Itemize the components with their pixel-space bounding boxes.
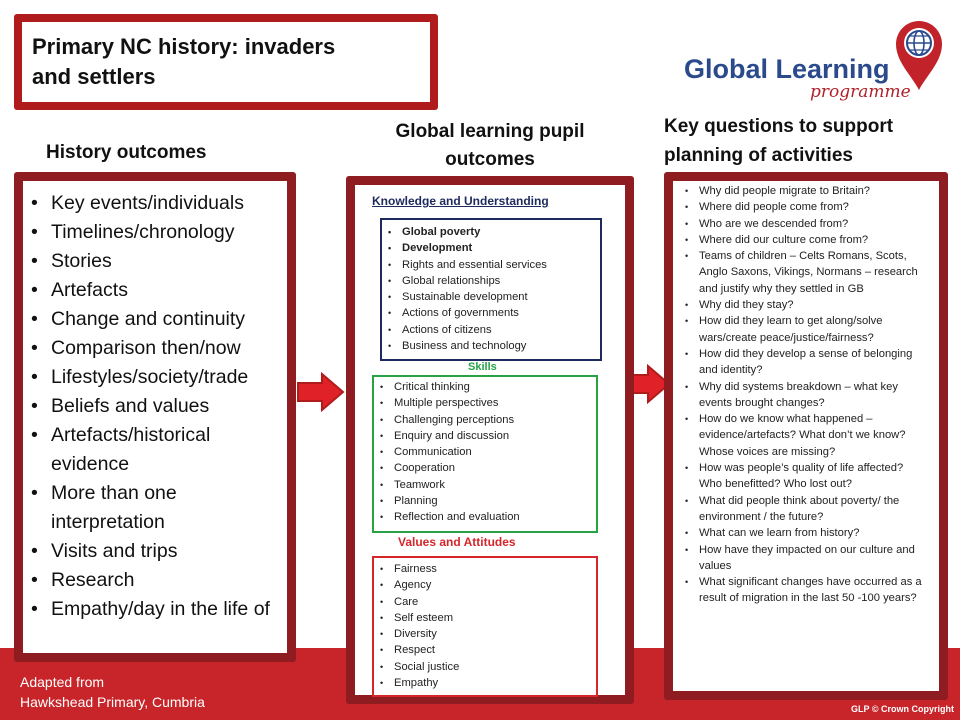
history-outcomes-heading: History outcomes [46, 142, 207, 163]
attribution-line-2: Hawkshead Primary, Cumbria [20, 694, 205, 710]
skills-box [372, 375, 598, 533]
logo-text: Global Learning [684, 54, 890, 84]
value-item: • Agency [374, 577, 596, 593]
attribution-line-1: Adapted from [20, 674, 105, 690]
title-frame [14, 14, 438, 110]
knowledge-item: • Actions of citizens [382, 322, 600, 338]
key-question-item: • How did they develop a sense of belonging and identity? [679, 346, 929, 379]
history-outcome-item: • More than one interpretation [25, 479, 287, 537]
value-item: • Self esteem [374, 610, 596, 626]
knowledge-item: • Business and technology [382, 338, 600, 354]
skill-item: • Communication [374, 444, 596, 460]
page-title-line-1: Primary NC history: invaders [32, 34, 336, 59]
values-label: Values and Attitudes [398, 535, 516, 549]
key-questions-panel [664, 172, 948, 700]
skill-item: • Teamwork [374, 477, 596, 493]
skill-item: • Planning [374, 493, 596, 509]
history-outcome-item: • Artefacts/historical evidence [25, 421, 287, 479]
knowledge-list [382, 224, 600, 354]
global-learning-logo [682, 18, 952, 118]
key-question-item: • How have they impacted on our culture and values [679, 542, 929, 575]
skill-item: • Critical thinking [374, 379, 596, 395]
global-outcomes-heading-line-2: outcomes [445, 149, 535, 170]
key-question-item: • Why did people migrate to Britain? [679, 183, 929, 199]
key-questions-heading-line-2: planning of activities [664, 145, 853, 166]
logo-subtext: programme [810, 82, 911, 102]
knowledge-label: Knowledge and Understanding [372, 194, 549, 208]
key-question-item: • What significant changes have occurred as a result of migration in the last 50 -100 years? [679, 574, 929, 607]
knowledge-item: • Development [382, 240, 600, 256]
key-question-item: • Where did people come from? [679, 199, 929, 215]
global-outcomes-heading-line-1: Global learning pupil [395, 121, 585, 142]
key-question-item: • How do we know what happened – evidence/artefacts? What don’t we know? Whose voices are missing? [679, 411, 929, 460]
value-item: • Empathy [374, 675, 596, 691]
key-question-item: • Teams of children – Celts Romans, Scots, Anglo Saxons, Vikings, Normans – research and justify why they settled in GB [679, 248, 929, 297]
history-outcome-item: • Comparison then/now [25, 334, 287, 363]
history-outcome-item: • Visits and trips [25, 537, 287, 566]
skill-item: • Cooperation [374, 460, 596, 476]
key-question-item: • Why did they stay? [679, 297, 929, 313]
key-question-item: • What can we learn from history? [679, 525, 929, 541]
key-question-item: • Where did our culture come from? [679, 232, 929, 248]
knowledge-item: • Rights and essential services [382, 257, 600, 273]
history-outcome-item: • Research [25, 566, 287, 595]
history-outcomes-panel [14, 172, 296, 662]
key-questions-body [673, 181, 939, 691]
knowledge-item: • Actions of governments [382, 305, 600, 321]
history-outcomes-body [23, 181, 287, 653]
attribution-text [20, 672, 205, 712]
values-list [374, 561, 596, 691]
knowledge-item: • Global poverty [382, 224, 600, 240]
history-outcome-item: • Timelines/chronology [25, 218, 287, 247]
skills-label: Skills [468, 361, 497, 373]
arrow-right-icon [296, 372, 346, 412]
skills-list [374, 379, 596, 526]
knowledge-item: • Sustainable development [382, 289, 600, 305]
value-item: • Social justice [374, 659, 596, 675]
key-question-item: • Who are we descended from? [679, 216, 929, 232]
copyright-text: GLP © Crown Copyright [851, 704, 954, 714]
key-question-item: • What did people think about poverty/ the environment / the future? [679, 493, 929, 526]
key-questions-heading-line-1: Key questions to support [664, 116, 894, 137]
history-outcome-item: • Lifestyles/society/trade [25, 363, 287, 392]
values-box [372, 556, 598, 697]
key-question-item: • Why did systems breakdown – what key events brought changes? [679, 379, 929, 412]
history-outcome-item: • Change and continuity [25, 305, 287, 334]
value-item: • Respect [374, 642, 596, 658]
key-question-item: • How did they learn to get along/solve wars/create peace/justice/fairness? [679, 313, 929, 346]
history-outcome-item: • Stories [25, 247, 287, 276]
page-title-line-2: and settlers [32, 64, 156, 89]
history-outcome-item: • Empathy/day in the life of [25, 595, 287, 624]
title-box [22, 22, 430, 102]
skill-item: • Reflection and evaluation [374, 509, 596, 525]
knowledge-item: • Global relationships [382, 273, 600, 289]
skill-item: • Multiple perspectives [374, 395, 596, 411]
key-question-item: • How was people’s quality of life affected? Who benefitted? Who lost out? [679, 460, 929, 493]
knowledge-box [380, 218, 602, 361]
history-outcomes-list [25, 189, 287, 624]
value-item: • Care [374, 594, 596, 610]
key-questions-list [673, 183, 939, 607]
history-outcome-item: • Artefacts [25, 276, 287, 305]
global-outcomes-heading [340, 118, 640, 174]
history-outcome-item: • Beliefs and values [25, 392, 287, 421]
history-outcome-item: • Key events/individuals [25, 189, 287, 218]
value-item: • Diversity [374, 626, 596, 642]
globe-pin-icon [892, 18, 946, 92]
value-item: • Fairness [374, 561, 596, 577]
skill-item: • Challenging perceptions [374, 412, 596, 428]
key-questions-heading [664, 112, 893, 170]
skill-item: • Enquiry and discussion [374, 428, 596, 444]
